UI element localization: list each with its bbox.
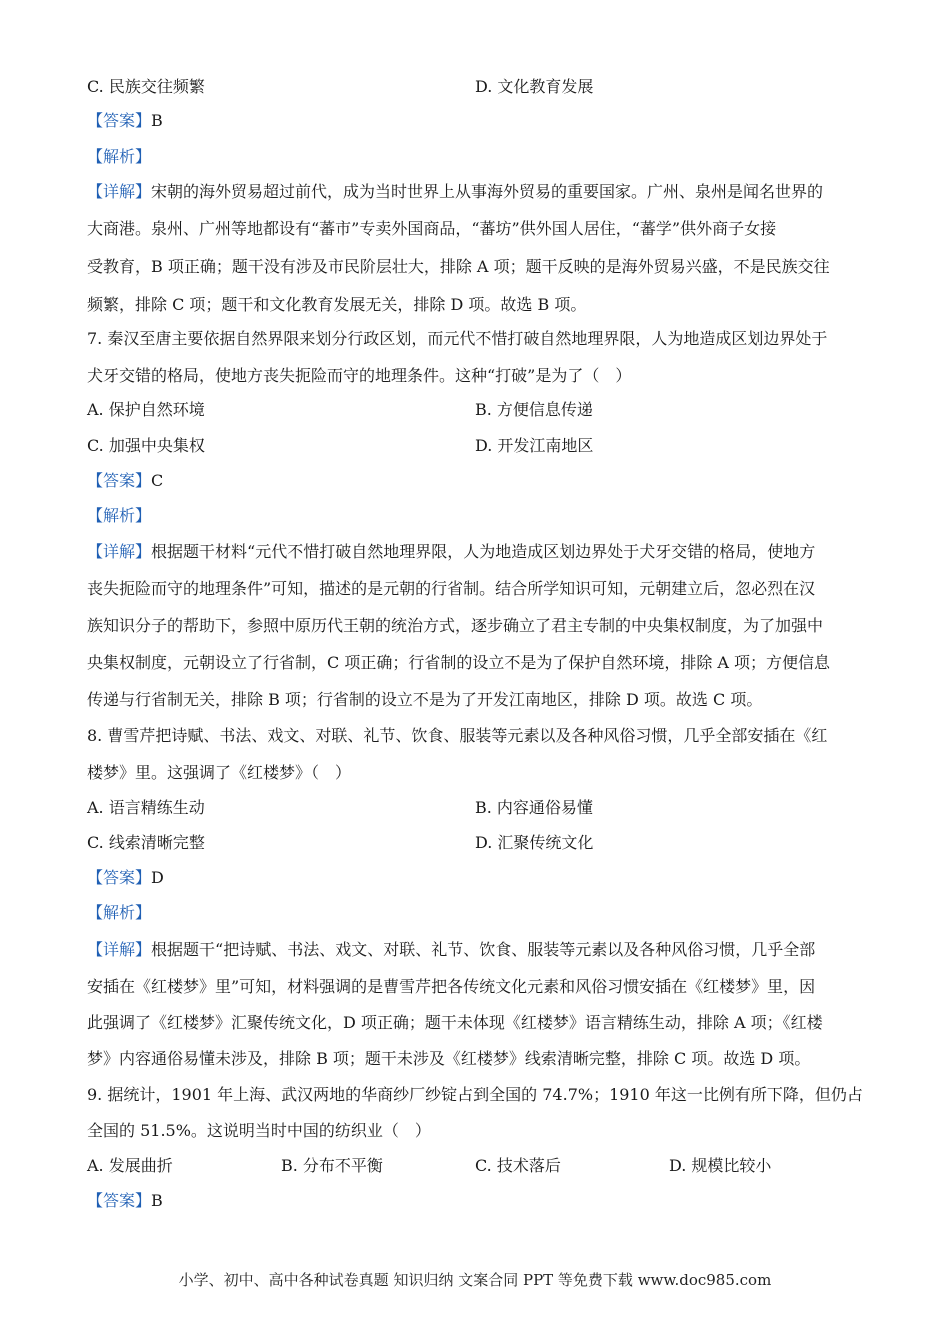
detail-text-line [87, 295, 867, 315]
option-a: A. 语言精练生动 [87, 798, 205, 817]
question-text: 全国的 51.5%。这说明当时中国的纺织业（ ） [87, 1121, 431, 1140]
analysis-tag: 【解析】 [87, 903, 152, 922]
question-text: 9. 据统计，1901 年上海、武汉两地的华商纱厂纱锭占到全国的 74.7%；1910 年这一比例有所下降，但仍占 [87, 1085, 863, 1104]
option-d: D. 规模比较小 [669, 1156, 772, 1175]
answer-tag: 【答案】 [87, 471, 152, 490]
detail-text: 传递与行省制无关，排除 B 项；行省制的设立不是为了开发江南地区，排除 D 项。故选 C 项。 [87, 690, 763, 709]
option-d: D. 开发江南地区 [475, 436, 594, 455]
option-d: D. 汇聚传统文化 [475, 833, 594, 852]
detail-tag: 【详解】 [87, 542, 152, 561]
question-text: 8. 曹雪芹把诗赋、书法、戏文、对联、礼节、饮食、服装等元素以及各种风俗习惯，几乎全部安插在《红 [87, 726, 828, 745]
detail-text-line [87, 542, 867, 562]
answer-value: C [151, 471, 164, 490]
page-footer: 小学、初中、高中各种试卷真题 知识归纳 文案合同 PPT 等免费下载 www.doc985.com [178, 1271, 772, 1289]
detail-text: 根据题干材料“元代不惜打破自然地理界限，人为地造成区划边界处于犬牙交错的格局，使地方 [151, 542, 816, 561]
option-c: C. 民族交往频繁 [87, 77, 205, 96]
answer-value: B [151, 111, 163, 130]
detail-text: 频繁，排除 C 项；题干和文化教育发展无关，排除 D 项。故选 B 项。 [87, 295, 587, 314]
answer-tag: 【答案】 [87, 111, 152, 130]
option-a: A. 发展曲折 [87, 1156, 173, 1175]
option-b: B. 方便信息传递 [475, 400, 593, 419]
question-text-line [87, 726, 867, 746]
detail-text: 族知识分子的帮助下，参照中原历代王朝的统治方式，逐步确立了君主专制的中央集权制度，为了加强中 [87, 616, 824, 635]
analysis-line [87, 506, 867, 526]
analysis-line [87, 147, 867, 167]
answer-line [87, 868, 867, 888]
detail-text-line [87, 182, 867, 202]
analysis-tag: 【解析】 [87, 506, 152, 525]
answer-line [87, 111, 867, 131]
question-text-line [87, 366, 867, 386]
question-text-line [87, 1121, 867, 1141]
detail-text: 宋朝的海外贸易超过前代，成为当时世界上从事海外贸易的重要国家。广州、泉州是闻名世界的 [151, 182, 824, 201]
detail-text-line [87, 579, 867, 599]
detail-text: 梦》内容通俗易懂未涉及，排除 B 项；题干未涉及《红楼梦》线索清晰完整，排除 C 项。故选 D 项。 [87, 1049, 811, 1068]
detail-text-line [87, 219, 867, 239]
question-text: 楼梦》里。这强调了《红楼梦》（ ） [87, 763, 352, 782]
detail-text-line [87, 1013, 867, 1033]
detail-text: 受教育，B 项正确；题干没有涉及市民阶层壮大，排除 A 项；题干反映的是海外贸易兴盛，不是民族交往 [87, 257, 830, 276]
detail-text: 安插在《红楼梦》里”可知，材料强调的是曹雪芹把各传统文化元素和风俗习惯安插在《红楼梦》里，因 [87, 977, 816, 996]
detail-text-line [87, 616, 867, 636]
detail-tag: 【详解】 [87, 940, 152, 959]
option-a: A. 保护自然环境 [87, 400, 205, 419]
detail-text: 根据题干“把诗赋、书法、戏文、对联、礼节、饮食、服装等元素以及各种风俗习惯，几乎全部 [151, 940, 816, 959]
detail-text-line [87, 257, 867, 277]
detail-text: 丧失扼险而守的地理条件”可知，描述的是元朝的行省制。结合所学知识可知，元朝建立后，忽必烈在汉 [87, 579, 816, 598]
answer-line [87, 471, 867, 491]
question-text-line [87, 329, 867, 349]
detail-text-line [87, 653, 867, 673]
detail-text-line [87, 977, 867, 997]
analysis-line [87, 903, 867, 923]
option-c: C. 技术落后 [475, 1156, 561, 1175]
answer-tag: 【答案】 [87, 1191, 152, 1210]
answer-line [87, 1191, 867, 1211]
detail-text: 大商港。泉州、广州等地都设有“蕃市”专卖外国商品，“蕃坊”供外国人居住，“蕃学”供外商子女接 [87, 219, 777, 238]
answer-value: B [151, 1191, 163, 1210]
option-c: C. 加强中央集权 [87, 436, 205, 455]
detail-text: 央集权制度，元朝设立了行省制，C 项正确；行省制的设立不是为了保护自然环境，排除 A 项；方便信息 [87, 653, 831, 672]
answer-tag: 【答案】 [87, 868, 152, 887]
option-c: C. 线索清晰完整 [87, 833, 205, 852]
detail-text: 此强调了《红楼梦》汇聚传统文化，D 项正确；题干未体现《红楼梦》语言精练生动，排除 A 项；《红楼 [87, 1013, 823, 1032]
question-text: 犬牙交错的格局，使地方丧失扼险而守的地理条件。这种“打破”是为了（ ） [87, 366, 632, 385]
detail-text-line [87, 690, 867, 710]
answer-value: D [151, 868, 164, 887]
detail-text-line [87, 1049, 867, 1069]
option-b: B. 分布不平衡 [281, 1156, 383, 1175]
option-d: D. 文化教育发展 [475, 77, 594, 96]
detail-tag: 【详解】 [87, 182, 152, 201]
option-b: B. 内容通俗易懂 [475, 798, 593, 817]
question-text-line [87, 1085, 867, 1105]
question-text-line [87, 763, 867, 783]
analysis-tag: 【解析】 [87, 147, 152, 166]
question-text: 7. 秦汉至唐主要依据自然界限来划分行政区划，而元代不惜打破自然地理界限，人为地造成区划边界处于 [87, 329, 828, 348]
detail-text-line [87, 940, 867, 960]
